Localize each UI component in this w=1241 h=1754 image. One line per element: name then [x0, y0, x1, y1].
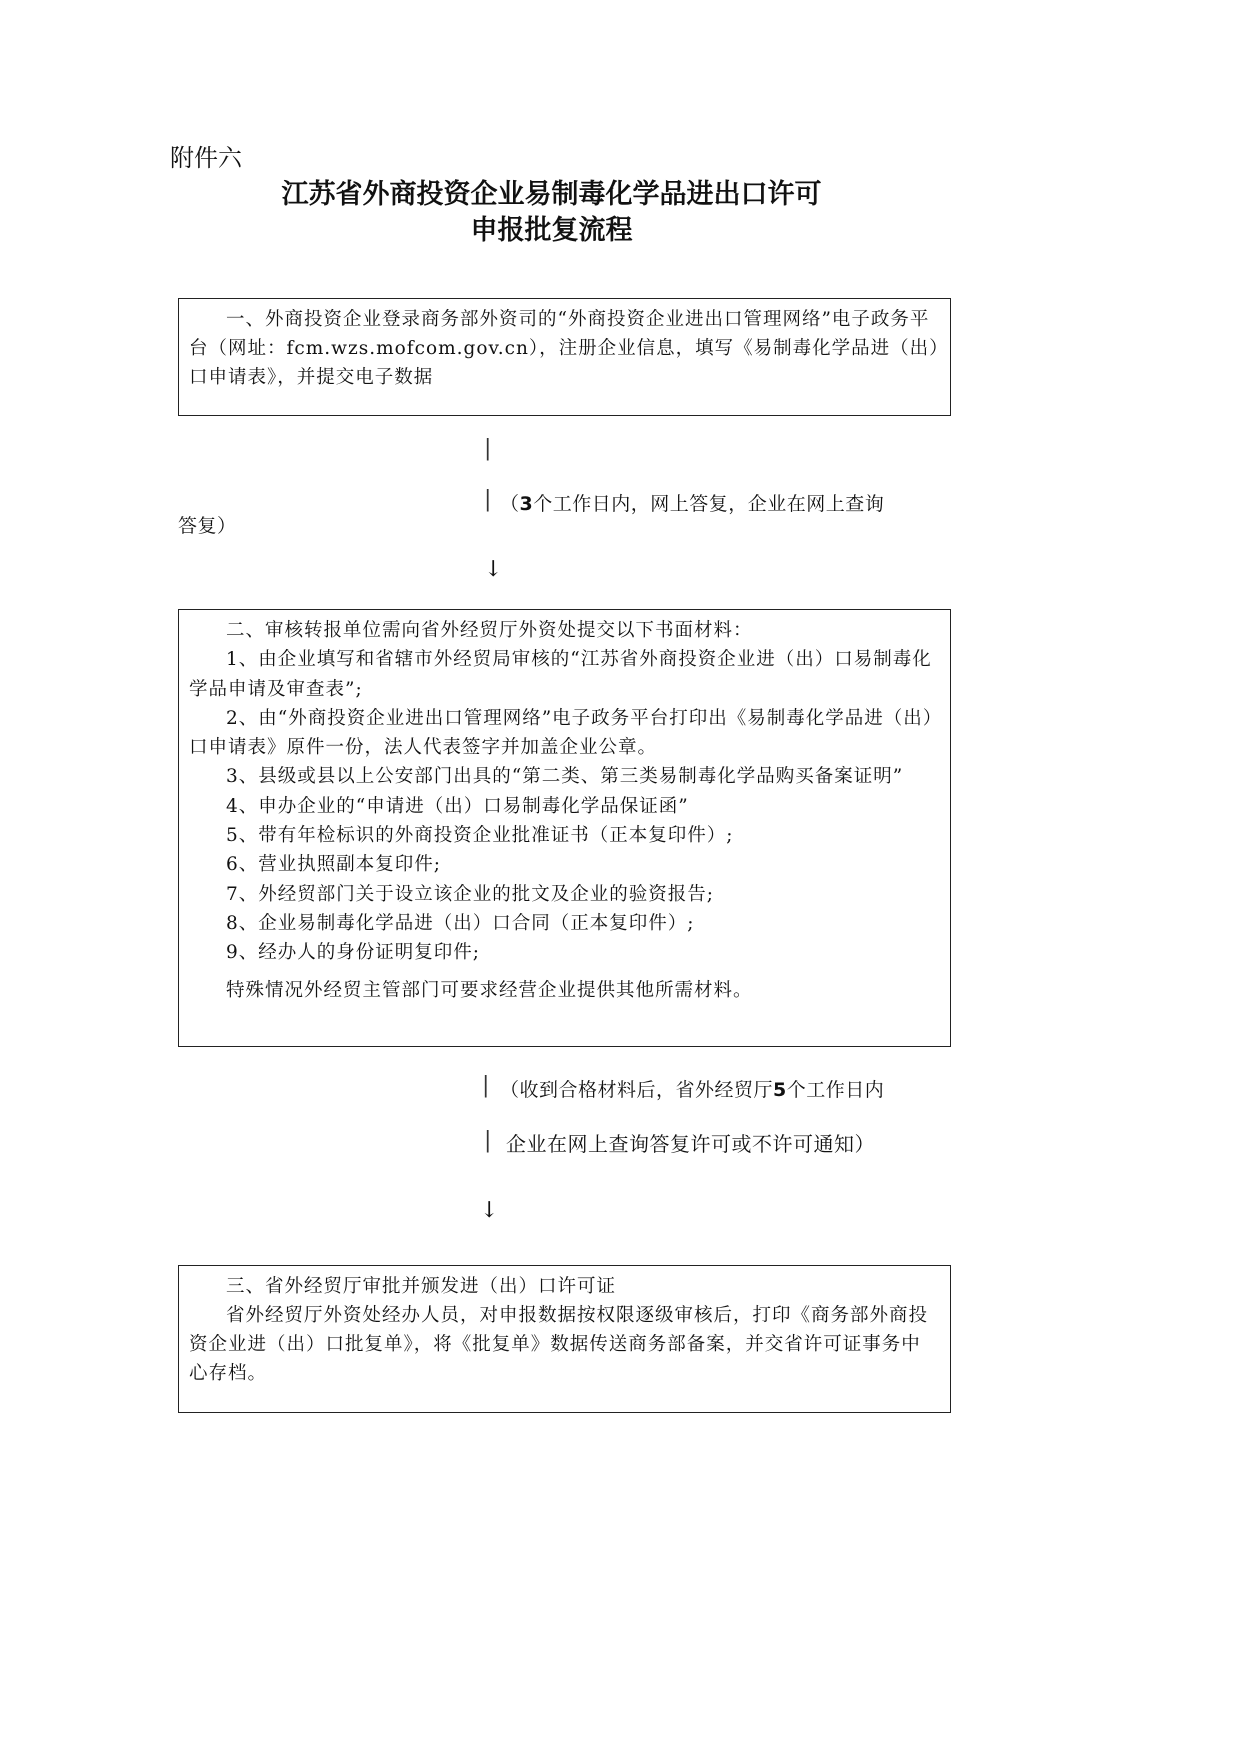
connector-1-note-rest: 个工作日内，网上答复，企业在网上查询	[533, 493, 885, 515]
connector-line: |	[482, 1073, 490, 1098]
connector-1-note-open: （	[500, 493, 520, 515]
step-2-box	[178, 609, 951, 1047]
step-1-box	[178, 298, 951, 416]
step-2-item: 3、县级或县以上公安部门出具的“第二类、第三类易制毒化学品购买备案证明”	[226, 766, 904, 788]
down-arrow-icon: ↓	[484, 557, 503, 582]
connector-line: |	[484, 487, 492, 512]
connector-2-note-line-2: 企业在网上查询答复许可或不许可通知）	[506, 1132, 875, 1156]
connector-1-note-number: 3	[519, 493, 534, 515]
step-3-text: 省外经贸厅外资处经办人员，对申报数据按权限逐级审核后，打印《商务部外商投资企业进（出）口批复单》，将《批复单》数据传送商务部备案，并交省许可证事务中心存档。	[189, 1305, 929, 1384]
step-2-item: 9、经办人的身份证明复印件;	[226, 942, 481, 964]
document-title-line-2: 申报批复流程	[470, 215, 633, 246]
connector-2-note-rest: 个工作日内	[786, 1079, 885, 1101]
step-2-item: 5、带有年检标识的外商投资企业批准证书（正本复印件）;	[226, 825, 734, 847]
connector-2-note-open: （收到合格材料后，省外经贸厅	[500, 1079, 774, 1101]
connector-1-note	[500, 489, 884, 516]
step-3-box	[178, 1265, 951, 1413]
connector-2-note-line-1	[500, 1075, 884, 1102]
connector-2-note-number: 5	[773, 1079, 787, 1101]
step-2-item: 6、营业执照副本复印件;	[226, 854, 442, 876]
step-2-item: 8、企业易制毒化学品进（出）口合同（正本复印件）;	[226, 912, 695, 934]
step-2-heading: 二、审核转报单位需向省外经贸厅外资处提交以下书面材料：	[226, 620, 753, 641]
connector-line: |	[484, 436, 492, 461]
step-2-item: 1、由企业填写和省辖市外经贸局审核的“江苏省外商投资企业进（出）口易制毒化学品申请及审查表”;	[189, 649, 932, 700]
step-2-item: 4、申办企业的“申请进（出）口易制毒化学品保证函”	[226, 795, 689, 817]
document-title-line-1: 江苏省外商投资企业易制毒化学品进出口许可	[281, 179, 822, 210]
connector-line: |	[484, 1128, 492, 1153]
step-2-item: 2、由“外商投资企业进出口管理网络”电子政务平台打印出《易制毒化学品进（出）口申请表》原件一份，法人代表签字并加盖企业公章。	[189, 707, 933, 759]
step-1-text: 一、外商投资企业登录商务部外资司的“外商投资企业进出口管理网络”电子政务平台（网址：fcm.wzs.mofcom.gov.cn），注册企业信息，填写《易制毒化学品进（出）口申请表》，并提交电子数据	[189, 309, 940, 388]
down-arrow-icon: ↓	[480, 1198, 499, 1223]
connector-1-note-wrap: 答复）	[178, 515, 237, 537]
step-2-footer: 特殊情况外经贸主管部门可要求经营企业提供其他所需材料。	[226, 979, 753, 1001]
step-3-heading: 三、省外经贸厅审批并颁发进（出）口许可证	[226, 1276, 617, 1297]
attachment-label: 附件六	[170, 144, 242, 172]
step-2-item: 7、外经贸部门关于设立该企业的批文及企业的验资报告;	[226, 883, 715, 905]
